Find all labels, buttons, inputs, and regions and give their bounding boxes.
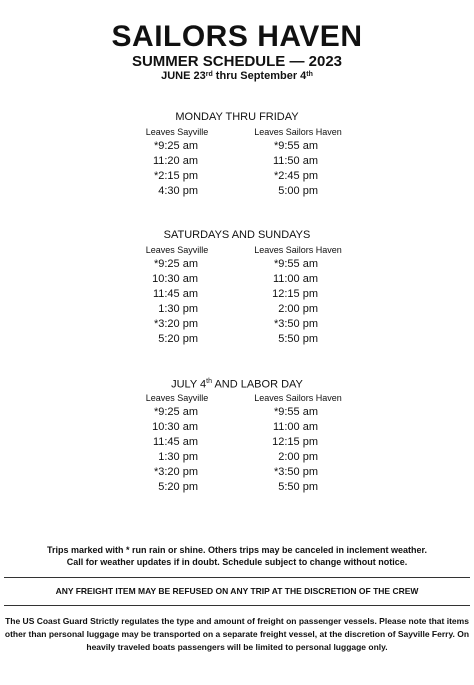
departure-sailors-haven: 2:00 pm [278, 303, 318, 315]
section-holiday-title [0, 375, 474, 392]
dates-end: thru September 4 [212, 70, 307, 82]
section-weekend-title: SATURDAYS AND SUNDAYS [163, 229, 311, 241]
column-header-sailors-haven: Leaves Sailors Haven [254, 245, 342, 255]
column-header-sayville: Leaves Sayville [145, 393, 209, 403]
departure-sailors-haven: *3:50 pm [273, 318, 318, 330]
dates-start: JUNE 23 [161, 70, 206, 82]
dates-end-suffix: th [306, 71, 313, 78]
departure-sayville: *9:25 am [153, 258, 198, 270]
departure-sailors-haven: 5:50 pm [278, 333, 318, 345]
freight-warning: ANY FREIGHT ITEM MAY BE REFUSED ON ANY TRIP AT THE DISCRETION OF THE CREW [55, 586, 419, 596]
weather-note-updates: Call for weather updates if in doubt. Schedule subject to change without notice. [66, 557, 408, 567]
section-weekday-title: MONDAY THRU FRIDAY [175, 111, 299, 123]
departure-sayville: 11:45 am [152, 288, 198, 300]
departure-sayville: *3:20 pm [153, 466, 198, 478]
departure-sayville: 1:30 pm [158, 303, 198, 315]
holiday-title-suffix: th [206, 378, 212, 385]
departure-sayville: 10:30 am [152, 273, 198, 285]
departure-sailors-haven: 11:00 am [272, 421, 318, 433]
departure-sailors-haven: *9:55 am [273, 258, 318, 270]
holiday-title-end: AND LABOR DAY [212, 378, 303, 391]
divider-bottom [4, 605, 470, 606]
departure-sayville: 11:20 am [152, 155, 198, 167]
column-header-sailors-haven: Leaves Sailors Haven [254, 393, 342, 403]
freight-policy: The US Coast Guard Strictly regulates the type and amount of freight on passenger vessels. Please note that items other than personal luggage may be transported on a separate freight vessel, at the discretion of Sayville Ferry. On heavily traveled boats passengers will be limited to personal luggage only. [4, 616, 470, 652]
departure-sailors-haven: *9:55 am [273, 140, 318, 152]
schedule-subtitle: SUMMER SCHEDULE — 2023 [131, 53, 343, 70]
schedule-title: SAILORS HAVEN [111, 20, 363, 53]
column-header-sayville: Leaves Sayville [145, 245, 209, 255]
departure-sailors-haven: 5:00 pm [278, 185, 318, 197]
departure-sailors-haven: *2:45 pm [273, 170, 318, 182]
departure-sayville: *2:15 pm [153, 170, 198, 182]
departure-sailors-haven: 2:00 pm [278, 451, 318, 463]
departure-sayville: *9:25 am [153, 140, 198, 152]
divider-top [4, 577, 470, 578]
departure-sailors-haven: 5:50 pm [278, 481, 318, 493]
departure-sailors-haven: 11:50 am [272, 155, 318, 167]
departure-sayville: *3:20 pm [153, 318, 198, 330]
column-header-sayville: Leaves Sayville [145, 127, 209, 137]
season-dates [0, 69, 474, 83]
weather-note: Trips marked with * run rain or shine. Others trips may be canceled in inclement weather. [46, 545, 428, 555]
departure-sailors-haven: 11:00 am [272, 273, 318, 285]
departure-sailors-haven: 12:15 pm [272, 436, 318, 448]
departure-sayville: 5:20 pm [158, 481, 198, 493]
departure-sailors-haven: *3:50 pm [273, 466, 318, 478]
departure-sayville: 11:45 am [152, 436, 198, 448]
holiday-title-start: JULY 4 [171, 378, 207, 391]
column-header-sailors-haven: Leaves Sailors Haven [254, 127, 342, 137]
dates-start-suffix: rd [205, 71, 213, 78]
departure-sayville: *9:25 am [153, 406, 198, 418]
departure-sailors-haven: *9:55 am [273, 406, 318, 418]
departure-sailors-haven: 12:15 pm [272, 288, 318, 300]
departure-sayville: 5:20 pm [158, 333, 198, 345]
departure-sayville: 4:30 pm [158, 185, 198, 197]
departure-sayville: 1:30 pm [158, 451, 198, 463]
departure-sayville: 10:30 am [152, 421, 198, 433]
